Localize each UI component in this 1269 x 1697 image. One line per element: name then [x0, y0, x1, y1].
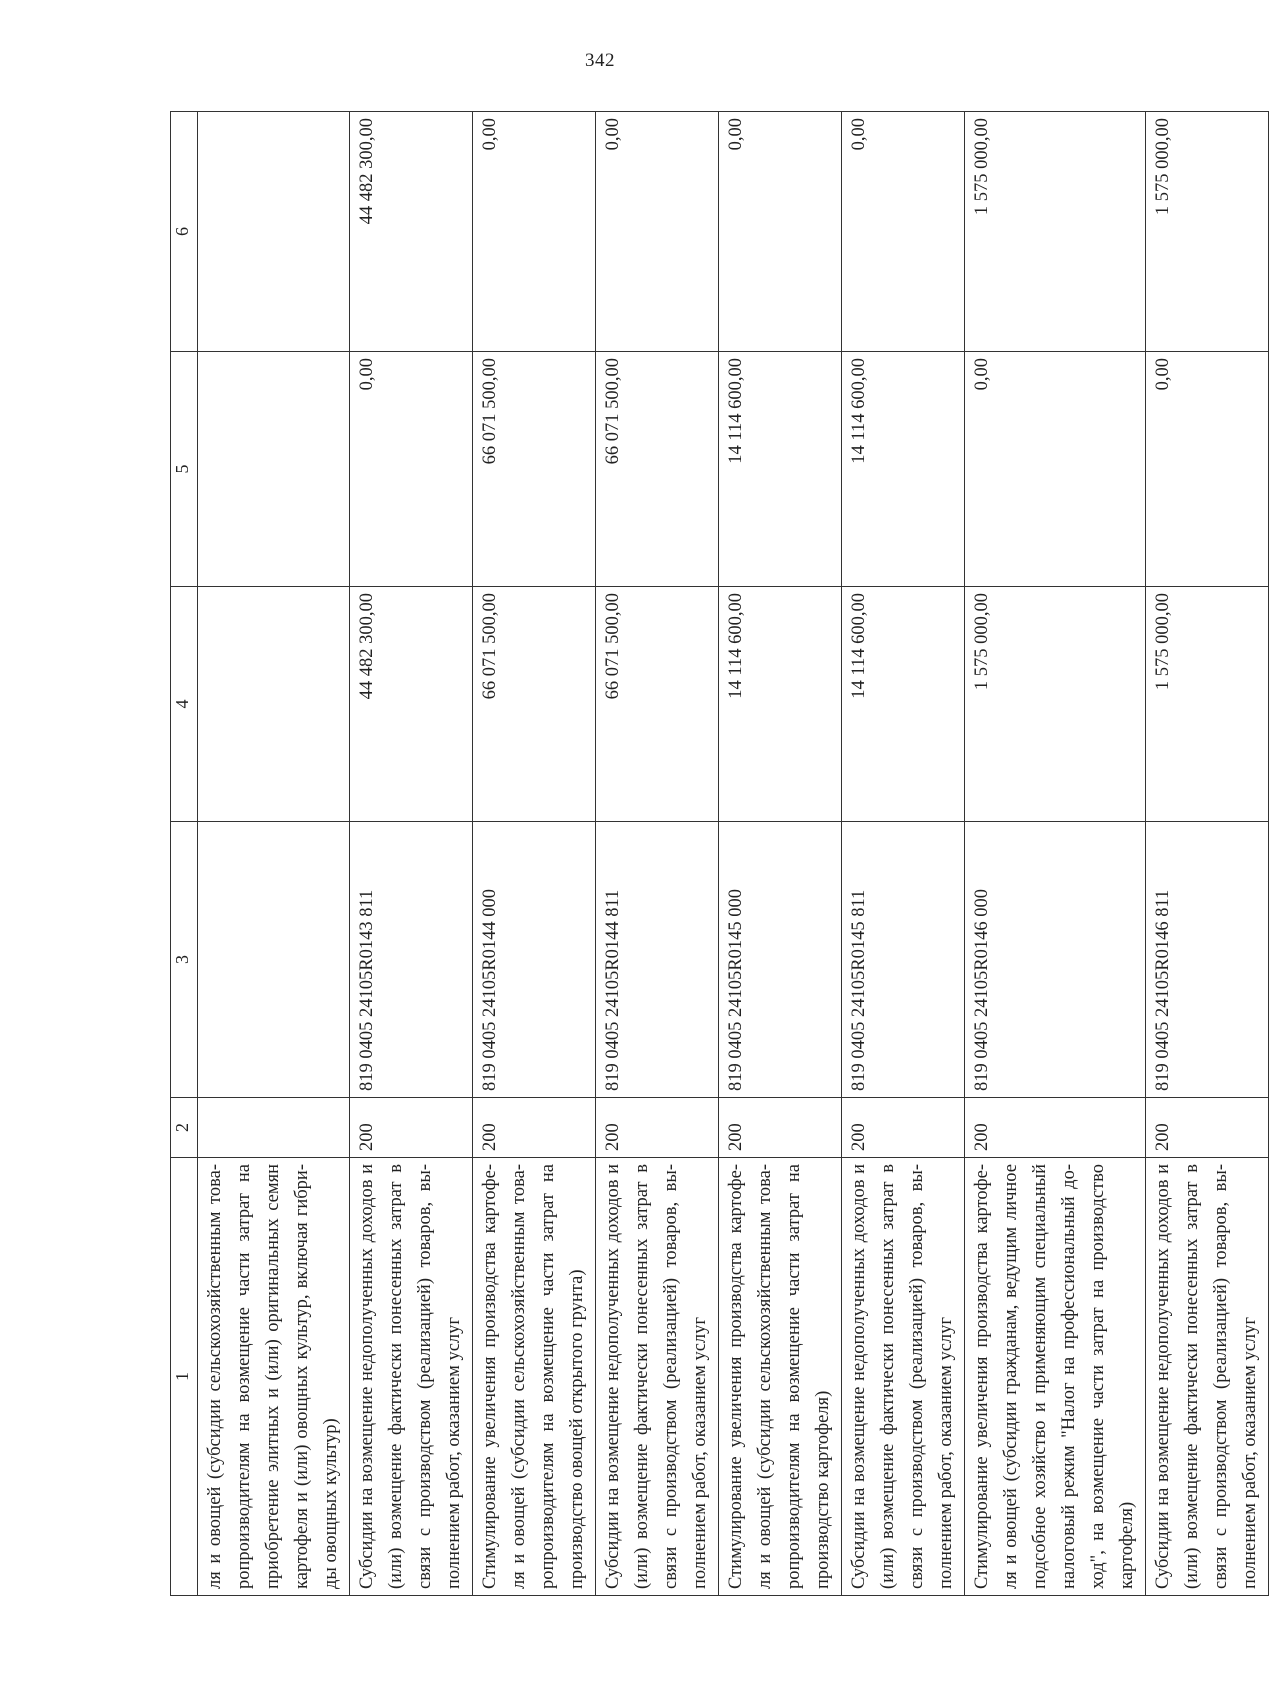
header-row — [171, 112, 198, 1596]
row-amount-total: 14 114 600,00 — [719, 587, 842, 822]
row-amount-5: 0,00 — [350, 352, 473, 587]
row-description: ля и овощей (субсидии сельскохозяйственным това-ропроизводителям на возмещение части затрат на приобретение элитных и (или) оригинальных семян картофеля и (или) овощных культур, включая гибри-ды овощных культур) — [198, 1158, 350, 1596]
row-amount-6: 1 575 000,00 — [1146, 112, 1269, 352]
row-amount-total: 66 071 500,00 — [473, 587, 596, 822]
row-code — [198, 822, 350, 1098]
row-amount-5: 66 071 500,00 — [596, 352, 719, 587]
row-code: 819 0405 24105R0144 000 — [473, 822, 596, 1098]
row-amount-total: 1 575 000,00 — [1146, 587, 1269, 822]
row-group: 200 — [842, 1098, 965, 1158]
row-amount-total: 44 482 300,00 — [350, 587, 473, 822]
table-row — [596, 112, 719, 1596]
row-amount-6 — [198, 112, 350, 352]
row-amount-total: 1 575 000,00 — [965, 587, 1146, 822]
row-description: Субсидии на возмещение недополученных доходов и (или) возмещение фактически понесенных затрат в связи с производством (реализацией) товаров, вы-полнением работ, оказанием услуг — [350, 1158, 473, 1596]
row-group: 200 — [719, 1098, 842, 1158]
row-amount-total: 14 114 600,00 — [842, 587, 965, 822]
row-amount-total — [198, 587, 350, 822]
row-description: Стимулирование увеличения производства картофе-ля и овощей (субсидии сельскохозяйственным това-ропроизводителям на возмещение части затрат на производство овощей открытого грунта) — [473, 1158, 596, 1596]
row-description: Субсидии на возмещение недополученных доходов и (или) возмещение фактически понесенных затрат в связи с производством (реализацией) товаров, вы-полнением работ, оказанием услуг — [596, 1158, 719, 1596]
row-amount-6: 0,00 — [596, 112, 719, 352]
table-row — [719, 112, 842, 1596]
row-code: 819 0405 24105R0146 000 — [965, 822, 1146, 1098]
row-group: 200 — [596, 1098, 719, 1158]
col-header-2: 2 — [171, 1098, 198, 1158]
table-row — [473, 112, 596, 1596]
row-amount-5: 66 071 500,00 — [473, 352, 596, 587]
row-description: Субсидии на возмещение недополученных доходов и (или) возмещение фактически понесенных затрат в связи с производством (реализацией) товаров, вы-полнением работ, оказанием услуг — [1146, 1158, 1269, 1596]
col-header-6: 6 — [171, 112, 198, 352]
row-amount-5: 14 114 600,00 — [719, 352, 842, 587]
col-header-3: 3 — [171, 822, 198, 1098]
row-amount-6: 0,00 — [719, 112, 842, 352]
row-group: 200 — [965, 1098, 1146, 1158]
col-header-5: 5 — [171, 352, 198, 587]
row-code: 819 0405 24105R0144 811 — [596, 822, 719, 1098]
table-row — [198, 112, 350, 1596]
row-code: 819 0405 24105R0145 000 — [719, 822, 842, 1098]
row-group — [198, 1098, 350, 1158]
row-amount-5 — [198, 352, 350, 587]
row-code: 819 0405 24105R0145 811 — [842, 822, 965, 1098]
row-amount-5: 0,00 — [965, 352, 1146, 587]
page-number: 342 — [585, 50, 615, 71]
table-row — [842, 112, 965, 1596]
row-description: Стимулирование увеличения производства картофе-ля и овощей (субсидии гражданам, ведущим личное подсобное хозяйство и применяющим специальный налоговый режим "Налог на профессиональный до-ход", на возмещение части затрат на производство картофеля) — [965, 1158, 1146, 1596]
row-amount-6: 1 575 000,00 — [965, 112, 1146, 352]
row-group: 200 — [473, 1098, 596, 1158]
row-amount-6: 0,00 — [473, 112, 596, 352]
row-group: 200 — [350, 1098, 473, 1158]
col-header-4: 4 — [171, 587, 198, 822]
row-amount-6: 44 482 300,00 — [350, 112, 473, 352]
rotated-table-container — [170, 112, 1260, 1596]
budget-table — [170, 111, 1269, 1596]
row-amount-5: 14 114 600,00 — [842, 352, 965, 587]
table-row — [965, 112, 1146, 1596]
row-code: 819 0405 24105R0143 811 — [350, 822, 473, 1098]
row-code: 819 0405 24105R0146 811 — [1146, 822, 1269, 1098]
table-row — [1146, 112, 1269, 1596]
row-amount-total: 66 071 500,00 — [596, 587, 719, 822]
row-group: 200 — [1146, 1098, 1269, 1158]
col-header-1: 1 — [171, 1158, 198, 1596]
row-description: Субсидии на возмещение недополученных доходов и (или) возмещение фактически понесенных затрат в связи с производством (реализацией) товаров, вы-полнением работ, оказанием услуг — [842, 1158, 965, 1596]
row-amount-5: 0,00 — [1146, 352, 1269, 587]
table-row — [350, 112, 473, 1596]
row-description: Стимулирование увеличения производства картофе-ля и овощей (субсидии сельскохозяйственным това-ропроизводителям на возмещение части затрат на производство картофеля) — [719, 1158, 842, 1596]
row-amount-6: 0,00 — [842, 112, 965, 352]
